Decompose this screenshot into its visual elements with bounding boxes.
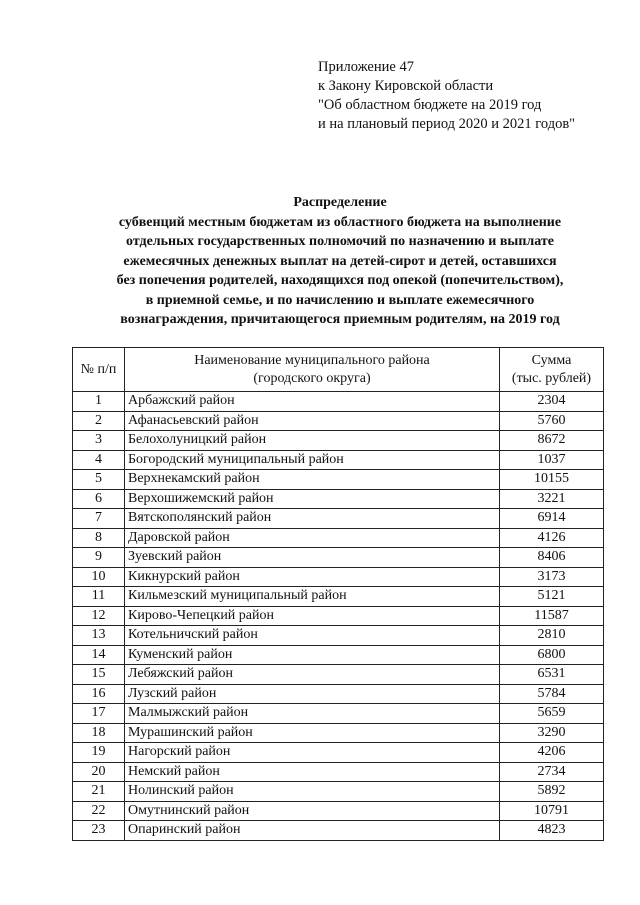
table-header-row [73, 348, 604, 392]
subvention-sum: 5760 [500, 411, 604, 431]
subvention-sum: 6531 [500, 665, 604, 685]
row-number: 8 [73, 528, 125, 548]
subvention-sum: 2810 [500, 626, 604, 646]
row-number: 22 [73, 801, 125, 821]
title-line: субвенций местным бюджетам из областного бюджета на выполнение [118, 214, 562, 230]
table-row [73, 509, 604, 529]
title-line: в приемной семье, и по начислению и выплате ежемесячного [145, 292, 535, 308]
district-name: Афанасьевский район [125, 411, 500, 431]
row-number: 21 [73, 782, 125, 802]
district-name: Верхошижемский район [125, 489, 500, 509]
table-body [73, 392, 604, 841]
subvention-sum: 3221 [500, 489, 604, 509]
table-row [73, 411, 604, 431]
district-name: Кирово-Чепецкий район [125, 606, 500, 626]
table-row [73, 762, 604, 782]
table-row [73, 450, 604, 470]
title-line: без попечения родителей, находящихся под опекой (попечительством), [116, 273, 564, 288]
distribution-table [72, 347, 604, 841]
district-name: Опаринский район [125, 821, 500, 841]
table-row [73, 392, 604, 412]
district-name: Арбажский район [125, 392, 500, 412]
document-title [60, 193, 620, 330]
table-row [73, 587, 604, 607]
row-number: 19 [73, 743, 125, 763]
district-name: Лузский район [125, 684, 500, 704]
subvention-sum: 6914 [500, 509, 604, 529]
row-number: 6 [73, 489, 125, 509]
title-line: ежемесячных денежных выплат на детей-сирот и детей, оставшихся [123, 253, 557, 269]
title-line: вознаграждения, причитающегося приемным родителям, на 2019 год [120, 312, 560, 327]
subvention-sum: 5659 [500, 704, 604, 724]
header-sum [500, 348, 604, 392]
district-name: Нолинский район [125, 782, 500, 802]
table-row [73, 645, 604, 665]
header-sum-line1: Сумма [531, 352, 572, 368]
district-name: Белохолуницкий район [125, 431, 500, 451]
subvention-sum: 10791 [500, 801, 604, 821]
row-number: 5 [73, 470, 125, 490]
row-number: 13 [73, 626, 125, 646]
district-name: Вятскополянский район [125, 509, 500, 529]
row-number: 15 [73, 665, 125, 685]
row-number: 23 [73, 821, 125, 841]
table-row [73, 626, 604, 646]
district-name: Богородский муниципальный район [125, 450, 500, 470]
district-name: Нагорский район [125, 743, 500, 763]
row-number: 4 [73, 450, 125, 470]
district-name: Куменский район [125, 645, 500, 665]
district-name: Лебяжский район [125, 665, 500, 685]
subvention-sum: 1037 [500, 450, 604, 470]
district-name: Омутнинский район [125, 801, 500, 821]
row-number: 12 [73, 606, 125, 626]
row-number: 20 [73, 762, 125, 782]
subvention-sum: 8672 [500, 431, 604, 451]
district-name: Кикнурский район [125, 567, 500, 587]
annex-line: к Закону Кировской области [318, 78, 494, 94]
annex-line: Приложение 47 [318, 59, 414, 75]
table-row [73, 704, 604, 724]
subvention-sum: 5784 [500, 684, 604, 704]
subvention-sum: 2304 [500, 392, 604, 412]
row-number: 16 [73, 684, 125, 704]
subvention-sum: 4823 [500, 821, 604, 841]
table-row [73, 801, 604, 821]
row-number: 2 [73, 411, 125, 431]
district-name: Малмыжский район [125, 704, 500, 724]
table-row [73, 431, 604, 451]
annex-line: и на плановый период 2020 и 2021 годов" [318, 116, 576, 132]
table-row [73, 821, 604, 841]
table-row [73, 489, 604, 509]
row-number: 7 [73, 509, 125, 529]
table-row [73, 528, 604, 548]
header-num: № п/п [73, 348, 125, 392]
row-number: 9 [73, 548, 125, 568]
row-number: 1 [73, 392, 125, 412]
subvention-sum: 8406 [500, 548, 604, 568]
table-row [73, 665, 604, 685]
subvention-sum: 5121 [500, 587, 604, 607]
title-heading: Распределение [293, 195, 387, 210]
row-number: 10 [73, 567, 125, 587]
subvention-sum: 4206 [500, 743, 604, 763]
annex-line: "Об областном бюджете на 2019 год [318, 97, 542, 113]
district-name: Мурашинский район [125, 723, 500, 743]
table-row [73, 567, 604, 587]
district-name: Зуевский район [125, 548, 500, 568]
row-number: 3 [73, 431, 125, 451]
subvention-sum: 3173 [500, 567, 604, 587]
table-row [73, 606, 604, 626]
header-sum-line2: (тыс. рублей) [511, 370, 592, 386]
subvention-sum: 10155 [500, 470, 604, 490]
row-number: 17 [73, 704, 125, 724]
row-number: 18 [73, 723, 125, 743]
table-row [73, 743, 604, 763]
subvention-sum: 3290 [500, 723, 604, 743]
row-number: 14 [73, 645, 125, 665]
district-name: Даровской район [125, 528, 500, 548]
subvention-sum: 4126 [500, 528, 604, 548]
header-name-line2: (городского округа) [253, 370, 371, 386]
subvention-sum: 5892 [500, 782, 604, 802]
subvention-sum: 11587 [500, 606, 604, 626]
table-row [73, 723, 604, 743]
table-row [73, 782, 604, 802]
row-number: 11 [73, 587, 125, 607]
district-name: Кильмезский муниципальный район [125, 587, 500, 607]
table-row [73, 470, 604, 490]
district-name: Верхнекамский район [125, 470, 500, 490]
table-row [73, 548, 604, 568]
table-row [73, 684, 604, 704]
district-name: Котельничский район [125, 626, 500, 646]
annex-note [318, 58, 575, 134]
subvention-sum: 6800 [500, 645, 604, 665]
title-line: отдельных государственных полномочий по назначению и выплате [126, 234, 554, 249]
header-name-line1: Наименование муниципального района [194, 352, 430, 368]
header-name [125, 348, 500, 392]
subvention-sum: 2734 [500, 762, 604, 782]
district-name: Немский район [125, 762, 500, 782]
